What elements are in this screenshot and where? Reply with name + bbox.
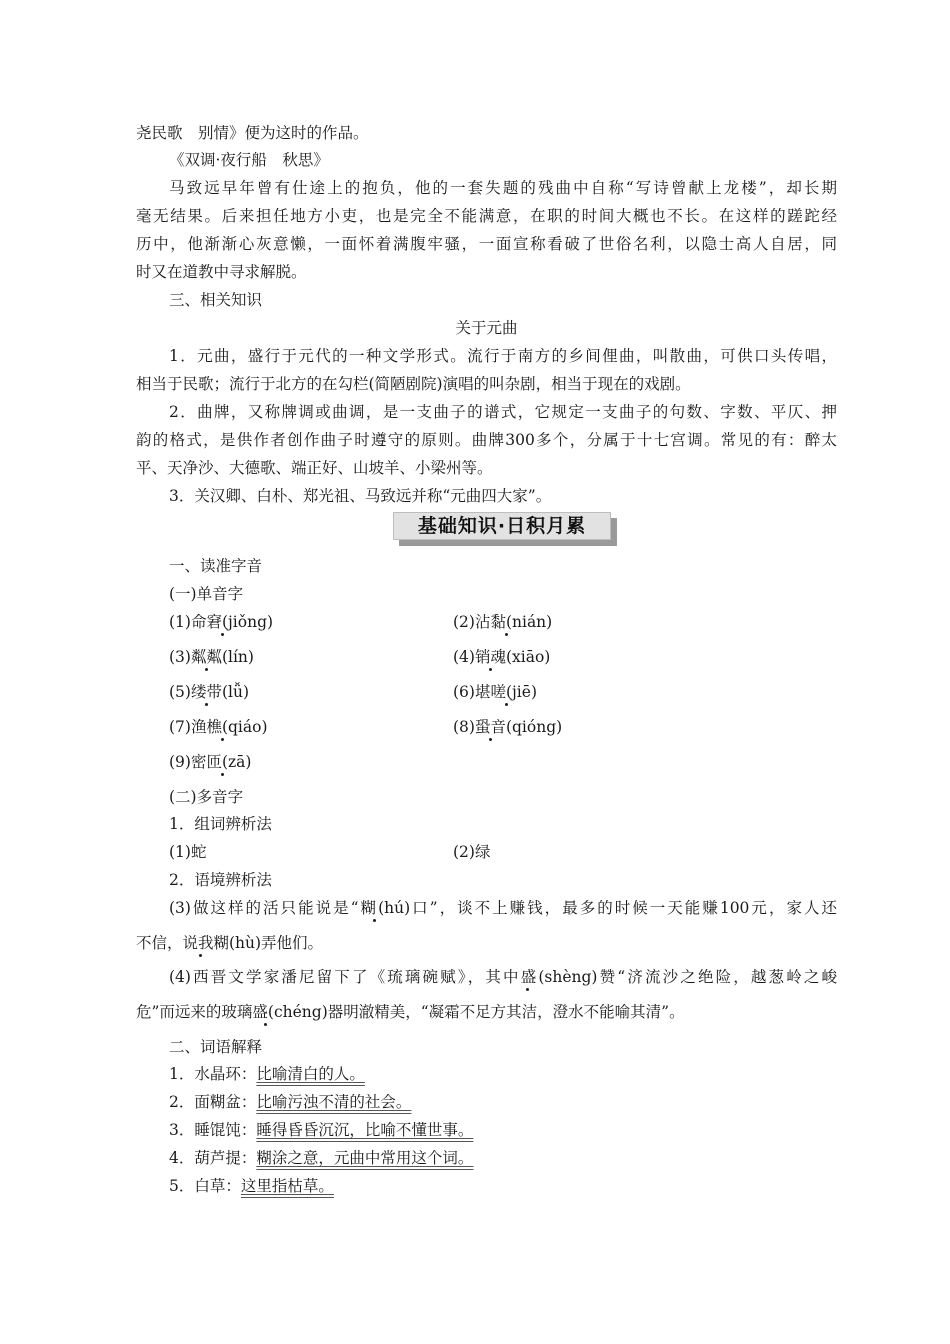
knowledge-item: 1．元曲，盛行于元代的一种文学形式。流行于南方的乡间俚曲，叫散曲，可供口头传唱， (169, 347, 837, 365)
vocab-item (169, 1147, 473, 1169)
knowledge-item: 平、天净沙、大德歌、端正好、山坡羊、小梁州等。 (136, 459, 493, 477)
pinyin-item: (7)渔樵(qiáo) (169, 718, 268, 736)
method-heading: 1．组词辨析法 (169, 815, 272, 833)
emphasis-dot (205, 703, 208, 706)
vocab-definition: 这里指枯草。 (240, 1177, 334, 1195)
context-example: 不信，说我糊(hù)弄他们。 (136, 934, 324, 952)
vocab-term: 5．白草： (169, 1177, 241, 1195)
section-heading: 三、相关知识 (169, 291, 263, 309)
banner-label: 基础知识·日积月累 (417, 515, 587, 537)
context-example: (4)西晋文学家潘尼留下了《琉璃碗赋》，其中盛(shèng)赞“济流沙之绝险，越葱岭之峻 (169, 968, 837, 986)
emphasis-dot (526, 988, 529, 991)
emphasis-dot (489, 738, 492, 741)
vocab-term: 1．水晶环： (169, 1065, 257, 1083)
section-banner (393, 512, 617, 546)
knowledge-item: 韵的格式，是供作者创作曲子时遵守的原则。曲牌300多个，分属于十七宫调。常见的有：醉太 (136, 431, 837, 449)
pinyin-item: (6)堪嗟(jiē) (453, 683, 537, 701)
section-title: 关于元曲 (455, 319, 518, 337)
polyphone-item: (2)绿 (453, 843, 491, 861)
paragraph-line: 毫无结果。后来担任地方小吏，也是完全不能满意，在职的时间大概也不长。在这样的蹉跎经 (136, 207, 837, 225)
pinyin-item: (8)蛩音(qióng) (453, 718, 563, 736)
vocab-definition: 糊涂之意，元曲中常用这个词。 (256, 1149, 474, 1167)
pinyin-item: (9)密匝(zā) (169, 753, 252, 771)
pinyin-item: (1)命窘(jiǒng) (169, 613, 274, 631)
pinyin-item: (3)粼粼(lín) (169, 648, 254, 666)
context-example: 危”而远来的玻璃盛(chéng)器明澈精美，“凝霜不足方其洁，澄水不能喻其清”。 (136, 1003, 685, 1021)
emphasis-dot (205, 668, 208, 671)
vocab-item (169, 1119, 473, 1141)
work-title: 《双调·夜行船 秋思》 (169, 151, 329, 169)
pinyin-item: (4)销魂(xiāo) (453, 648, 551, 666)
knowledge-item: 2．曲牌，又称牌调或曲调，是一支曲子的谱式，它规定一支曲子的句数、字数、平仄、押 (169, 403, 837, 421)
polyphone-item: (1)蛇 (169, 843, 207, 861)
paragraph-continuation: 尧民歌 别情》便为这时的作品。 (136, 124, 369, 142)
section-heading: 二、词语解释 (169, 1038, 263, 1056)
emphasis-dot (489, 668, 492, 671)
vocab-definition: 比喻污浊不清的社会。 (256, 1093, 412, 1111)
sub-heading: (一)单音字 (169, 585, 244, 603)
paragraph-line: 马致远早年曾有仕途上的抱负，他的一套失题的残曲中自称“写诗曾献上龙楼”，却长期 (169, 179, 837, 197)
knowledge-item: 相当于民歌；流行于北方的在勾栏(简陋剧院)演唱的叫杂剧，相当于现在的戏剧。 (136, 375, 691, 393)
knowledge-item: 3．关汉卿、白朴、郑光祖、马致远并称“元曲四大家”。 (169, 487, 552, 505)
vocab-term: 3．睡馄饨： (169, 1121, 257, 1139)
context-example: (3)做这样的活只能说是“糊(hú)口”，谈不上赚钱，最多的时候一天能赚100元，家人还 (169, 899, 837, 917)
paragraph-line: 历中，他渐渐心灰意懒，一面怀着满腹牢骚，一面宣称看破了世俗名利，以隐士高人自居，同 (136, 235, 837, 253)
emphasis-dot (505, 703, 508, 706)
pinyin-item: (5)缕带(lǚ) (169, 683, 249, 701)
vocab-item (169, 1091, 411, 1113)
emphasis-dot (373, 919, 376, 922)
vocab-definition: 睡得昏昏沉沉，比喻不懂世事。 (256, 1121, 474, 1139)
vocab-definition: 比喻清白的人。 (256, 1065, 365, 1083)
emphasis-dot (264, 1023, 267, 1026)
vocab-item (169, 1063, 365, 1085)
vocab-item (169, 1175, 334, 1197)
vocab-term: 2．面糊盆： (169, 1093, 257, 1111)
section-heading: 一、读准字音 (169, 557, 263, 575)
vocab-term: 4．葫芦提： (169, 1149, 257, 1167)
sub-heading: (二)多音字 (169, 788, 244, 806)
method-heading: 2．语境辨析法 (169, 871, 272, 889)
emphasis-dot (221, 773, 224, 776)
emphasis-dot (221, 738, 224, 741)
emphasis-dot (221, 633, 224, 636)
paragraph-line: 时又在道教中寻求解脱。 (136, 263, 307, 281)
pinyin-item: (2)沾黏(nián) (453, 613, 553, 631)
emphasis-dot (199, 954, 202, 957)
emphasis-dot (505, 633, 508, 636)
